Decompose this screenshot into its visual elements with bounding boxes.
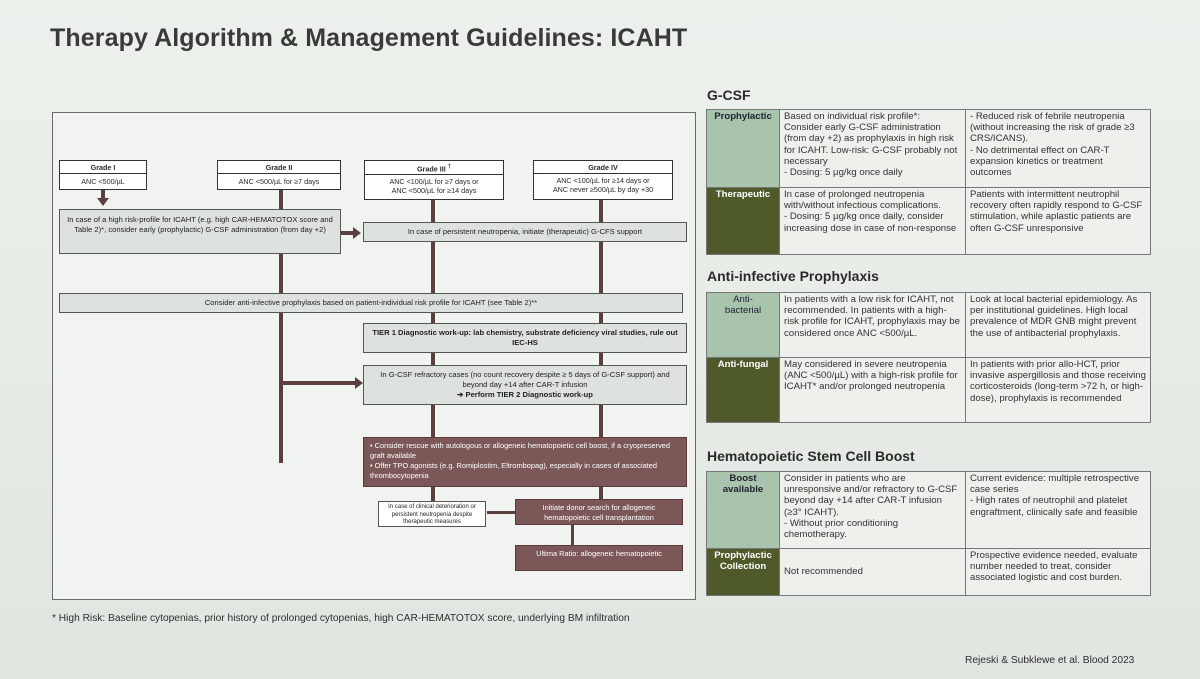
gcsf-row-therapeutic [707, 188, 1151, 255]
rescue-item: • Consider rescue with autologous or allogeneic hematopoietic cell boost, if a cryopreserved graft available [370, 441, 671, 460]
tier1-text: TIER 1 Diagnostic work-up: lab chemistry, substrate deficiency viral studies, rule out IEC-HS [372, 328, 678, 347]
antiinf-row-antifungal [707, 358, 1151, 423]
arrow-head-grade1 [97, 198, 109, 206]
grade-3-label: Grade III [416, 164, 446, 174]
line-grade2-refractory [279, 381, 359, 385]
rescue-item: • Offer TPO agonists (e.g. Romiplostim, Eltrombopag), especially in cases of associated thrombocytopenia [370, 461, 657, 480]
grade-3-box [364, 160, 504, 200]
hsc-label-collection: Prophylactic Collection [707, 549, 780, 596]
grade-2-label: Grade II [218, 161, 340, 174]
grade-3-mark: † [447, 164, 452, 170]
arrow-head-persistent [353, 227, 361, 239]
hsc-collection-c2: Prospective evidence needed, evaluate number needed to treat, consider associated logistic and cost burden. [966, 549, 1151, 596]
grade-1-box [59, 160, 147, 190]
grade-4-box [533, 160, 673, 200]
grade-4-value-1: ANC <100/µL for ≥14 days or [556, 176, 650, 185]
grade-2-box [217, 160, 341, 190]
hsc-table [706, 471, 1151, 596]
grade-3-value-2: ANC <500/µL for ≥14 days [391, 186, 477, 196]
gcsf-therapeutic-c1: In case of prolonged neutropenia with/without infectious complications. - Dosing: 5 µg/kg once daily, consider increasing dose in case of non-response [780, 188, 966, 255]
gcsf-label-prophylactic: Prophylactic [707, 110, 780, 188]
antiinf-antibacterial-c1: In patients with a low risk for ICAHT, not recommended. In patients with a high-risk profile for ICAHT, prophylaxis may be considered once ANC <500/µL. [780, 293, 966, 358]
antiinfective-box: Consider anti-infective prophylaxis based on patient-individual risk profile for ICAHT (see Table 2)** [59, 293, 683, 313]
donor-search-box: Initiate donor search for allogeneic hematopoietic cell transplantation [515, 499, 683, 525]
antiinf-label-antibacterial: Anti- bacterial [707, 293, 780, 358]
rescue-item-1-text: Consider rescue with autologous or allogeneic hematopoietic cell boost, if a cryopreserved graft available [370, 441, 671, 460]
gcsf-table [706, 109, 1151, 255]
highrisk-gcsf-box: In case of a high risk-profile for ICAHT (e.g. high CAR-HEMATOTOX score and Table 2)*, consider early (prophylactic) G-CSF administration (from day +2) [59, 209, 341, 254]
arrow-head-refractory [355, 377, 363, 389]
hsc-title: Hematopoietic Stem Cell Boost [707, 448, 915, 464]
antiinf-antifungal-c2: In patients with prior allo-HCT, prior invasive aspergillosis and those receiving corticosteroids (long-term >72 h, or high-dose), prophylaxis is recommended [966, 358, 1151, 423]
antiinf-title: Anti-infective Prophylaxis [707, 268, 879, 284]
antiinf-row-antibacterial [707, 293, 1151, 358]
footnote: * High Risk: Baseline cytopenias, prior history of prolonged cytopenias, high CAR-HEMATOTOX score, underlying BM infiltration [52, 613, 630, 624]
line-ultima [571, 525, 574, 545]
grade-2-value: ANC <500/µL for ≥7 days [238, 177, 320, 186]
therapy-flowchart [52, 112, 696, 600]
hsc-row-boost [707, 472, 1151, 549]
hsc-collection-c1: Not recommended [780, 549, 966, 596]
deterioration-box: In case of clinical deterioration or persistent neutropenia despite therapeutic measures [378, 501, 486, 527]
grade-4-label: Grade IV [534, 161, 672, 174]
grade-3-value-1: ANC <100/µL for ≥7 days or [389, 177, 479, 187]
gcsf-prophylactic-c2: - Reduced risk of febrile neutropenia (without increasing the risk of grade ≥3 CRS/ICANS). - No detrimental effect on CAR-T expansion kinetics or treatment outcomes [966, 110, 1151, 188]
hsc-boost-c1: Consider in patients who are unresponsive and/or refractory to G-CSF beyond day +14 after CAR-T infusion (≥3° ICAHT). - Without prior conditioning chemotherapy. [780, 472, 966, 549]
gcsf-prophylactic-c1: Based on individual risk profile*: Consider early G-CSF administration (from day +2) as prophylaxis in high risk for ICAHT. Low-risk: G-CSF probably not necessary - Dosing: 5 µg/kg once daily [780, 110, 966, 188]
grade-1-label: Grade I [60, 161, 146, 174]
antiinf-table [706, 292, 1151, 423]
ultima-ratio-box: Ultima Ratio: allogeneic hematopoietic [515, 545, 683, 571]
refractory-box [363, 365, 687, 405]
tier2-text: ➔ Perform TIER 2 Diagnostic work-up [457, 390, 593, 399]
refractory-text: In G-CSF refractory cases (no count recovery despite ≥ 5 days of G-CSF support) and beyond day +14 after CAR-T infusion [380, 370, 670, 389]
persistent-neutropenia-box: In case of persistent neutropenia, initiate (therapeutic) G-CFS support [363, 222, 687, 242]
grade-1-value: ANC <500/µL [81, 177, 125, 186]
rescue-box [363, 437, 687, 487]
antiinf-label-antifungal: Anti-fungal [707, 358, 780, 423]
tier1-box [363, 323, 687, 353]
hsc-boost-c2: Current evidence: multiple retrospective case series - High rates of neutrophil and platelet engraftment, clinically safe and feasible [966, 472, 1151, 549]
gcsf-row-prophylactic [707, 110, 1151, 188]
line-donor [487, 511, 515, 514]
citation: Rejeski & Subklewe et al. Blood 2023 [965, 655, 1135, 666]
gcsf-label-therapeutic: Therapeutic [707, 188, 780, 255]
antiinf-antibacterial-c2: Look at local bacterial epidemiology. As per institutional guidelines. High local prevalence of MDR GNB might prevent the use of antibacterial prophylaxis. [966, 293, 1151, 358]
grade-4-value-2: ANC never ≥500/µL by day +30 [552, 185, 654, 194]
antiinf-antifungal-c1: May considered in severe neutropenia (ANC <500/µL) with a high-risk profile for ICAHT* and/or prolonged neutropenia [780, 358, 966, 423]
hsc-label-boost: Boost available [707, 472, 780, 549]
page-title: Therapy Algorithm & Management Guidelines: ICAHT [50, 24, 688, 52]
hsc-row-collection [707, 549, 1151, 596]
rescue-item-2-text: Offer TPO agonists (e.g. Romiplostim, Eltrombopag), especially in cases of associated thrombocytopenia [370, 461, 657, 480]
gcsf-therapeutic-c2: Patients with intermittent neutrophil recovery often rapidly respond to G-CSF stimulation, while aplastic patients are often G-CSF unresponsive [966, 188, 1151, 255]
gcsf-title: G-CSF [707, 87, 751, 103]
